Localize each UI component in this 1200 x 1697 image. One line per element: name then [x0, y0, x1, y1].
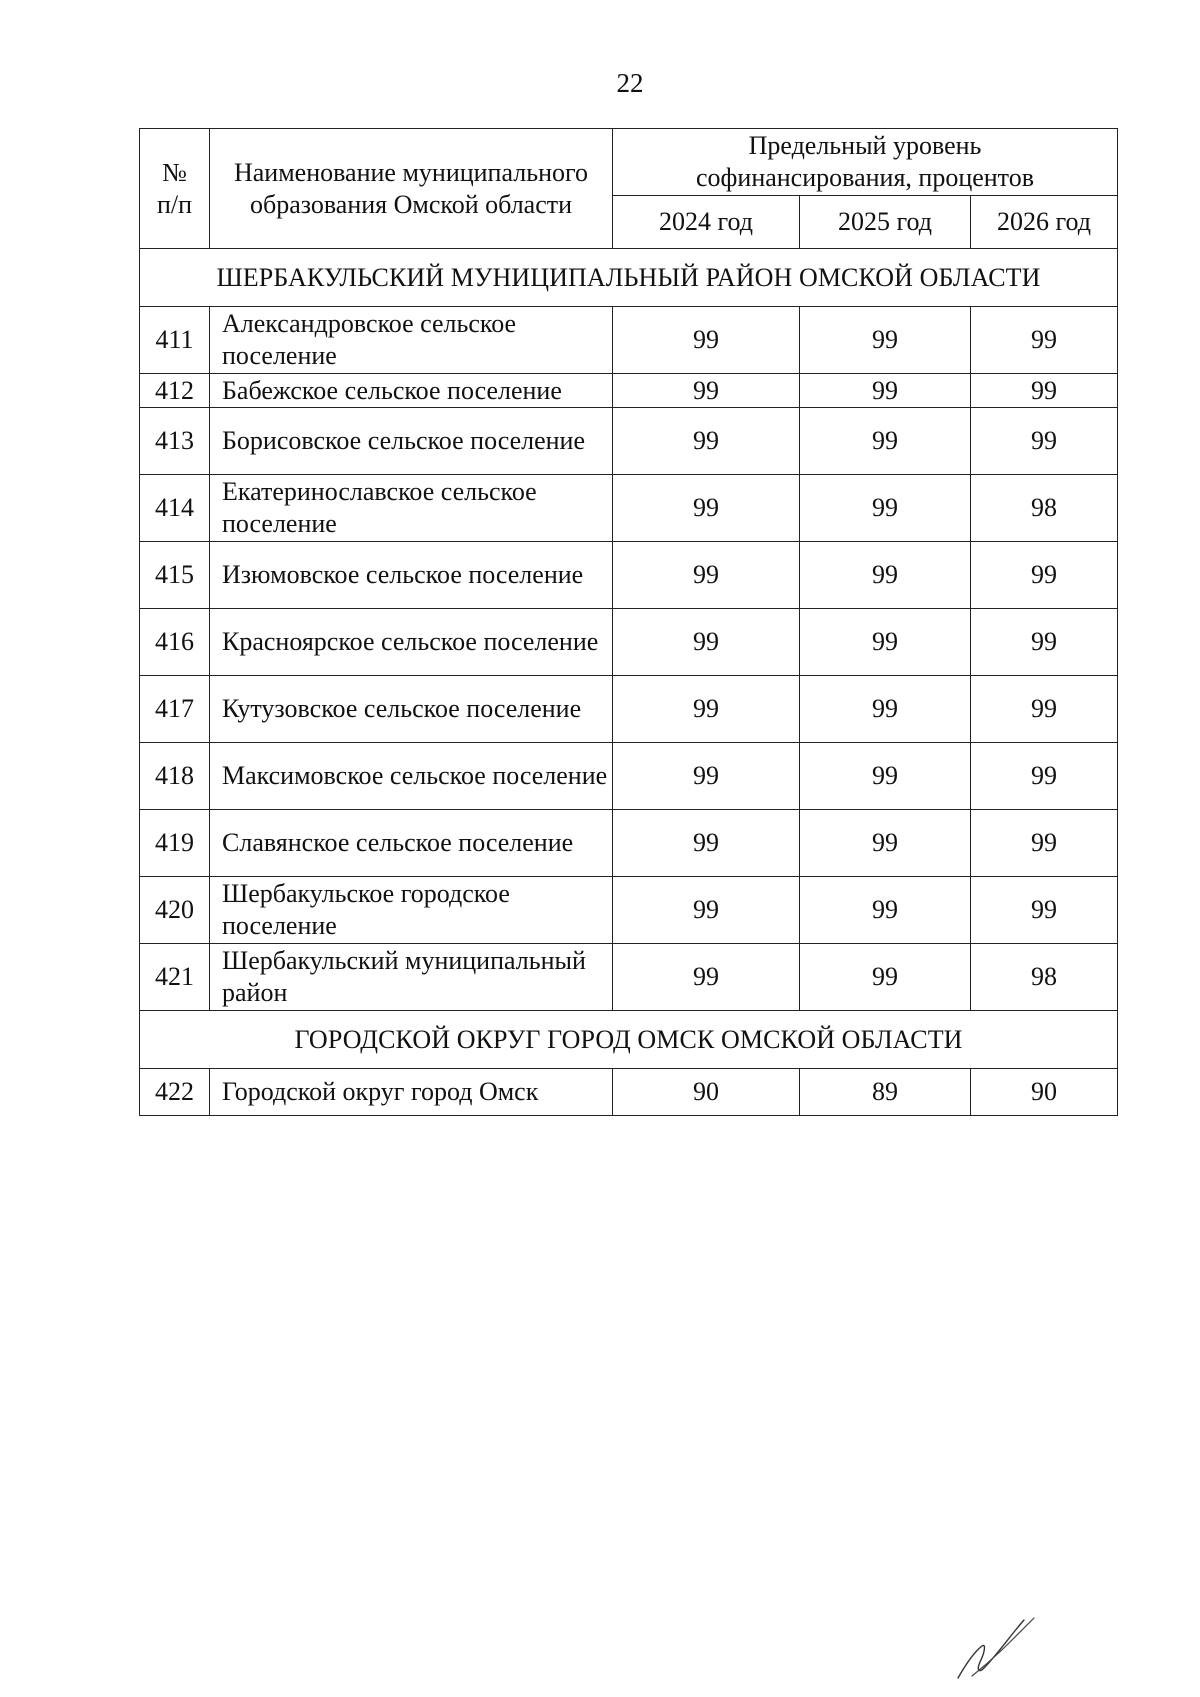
table-row — [140, 810, 1118, 877]
value-2026: 99 — [971, 408, 1118, 475]
value-2024: 99 — [613, 877, 800, 944]
row-number: 419 — [140, 810, 210, 877]
value-2026: 99 — [971, 743, 1118, 810]
section-title: ШЕРБАКУЛЬСКИЙ МУНИЦИПАЛЬНЫЙ РАЙОН ОМСКОЙ ОБЛАСТИ — [140, 249, 1118, 307]
value-2026: 99 — [971, 542, 1118, 609]
table-row — [140, 1069, 1118, 1116]
row-number: 415 — [140, 542, 210, 609]
cofinancing-table — [139, 128, 1118, 1116]
table-row — [140, 944, 1118, 1011]
value-2025: 89 — [800, 1069, 971, 1116]
value-2025: 99 — [800, 944, 971, 1011]
municipality-name: Городской округ город Омск — [210, 1069, 613, 1116]
value-2025: 99 — [800, 408, 971, 475]
header-name: Наименование муниципального образования Омской области — [210, 129, 613, 249]
table-row — [140, 542, 1118, 609]
value-2025: 99 — [800, 743, 971, 810]
section-header-row — [140, 249, 1118, 307]
row-number: 411 — [140, 307, 210, 374]
value-2025: 99 — [800, 609, 971, 676]
value-2026: 99 — [971, 676, 1118, 743]
value-2025: 99 — [800, 877, 971, 944]
municipality-name: Красноярское сельское поселение — [210, 609, 613, 676]
header-row — [140, 129, 1118, 196]
table-row — [140, 609, 1118, 676]
municipality-name: Шербакульское городское поселение — [210, 877, 613, 944]
municipality-name: Максимовское сельское поселение — [210, 743, 613, 810]
value-2026: 99 — [971, 810, 1118, 877]
row-number: 421 — [140, 944, 210, 1011]
value-2024: 99 — [613, 408, 800, 475]
value-2026: 99 — [971, 609, 1118, 676]
value-2025: 99 — [800, 307, 971, 374]
row-number: 412 — [140, 374, 210, 408]
municipality-name: Борисовское сельское поселение — [210, 408, 613, 475]
table-row — [140, 877, 1118, 944]
row-number: 422 — [140, 1069, 210, 1116]
value-2026: 98 — [971, 944, 1118, 1011]
table-row — [140, 408, 1118, 475]
table-row — [140, 307, 1118, 374]
table-row — [140, 743, 1118, 810]
municipality-name: Шербакульский муниципальный район — [210, 944, 613, 1011]
header-year-2024: 2024 год — [613, 196, 800, 249]
value-2024: 99 — [613, 743, 800, 810]
municipality-name: Кутузовское сельское поселение — [210, 676, 613, 743]
handwritten-signature — [952, 1612, 1042, 1684]
row-number: 416 — [140, 609, 210, 676]
value-2024: 90 — [613, 1069, 800, 1116]
municipality-name: Славянское сельское поселение — [210, 810, 613, 877]
value-2026: 90 — [971, 1069, 1118, 1116]
value-2025: 99 — [800, 810, 971, 877]
municipality-name: Екатеринославское сельское поселение — [210, 475, 613, 542]
value-2026: 98 — [971, 475, 1118, 542]
value-2024: 99 — [613, 676, 800, 743]
value-2024: 99 — [613, 609, 800, 676]
value-2025: 99 — [800, 676, 971, 743]
value-2024: 99 — [613, 542, 800, 609]
value-2025: 99 — [800, 542, 971, 609]
header-num: № п/п — [140, 129, 210, 249]
table-row — [140, 676, 1118, 743]
header-year-2025: 2025 год — [800, 196, 971, 249]
municipality-name: Бабежское сельское поселение — [210, 374, 613, 408]
municipality-name: Александровское сельское поселение — [210, 307, 613, 374]
value-2024: 99 — [613, 944, 800, 1011]
header-cofinancing-group: Предельный уровень софинансирования, процентов — [613, 129, 1118, 196]
value-2025: 99 — [800, 374, 971, 408]
page-number: 22 — [616, 68, 644, 98]
row-number: 418 — [140, 743, 210, 810]
section-title: ГОРОДСКОЙ ОКРУГ ГОРОД ОМСК ОМСКОЙ ОБЛАСТИ — [140, 1011, 1118, 1069]
header-year-2026: 2026 год — [971, 196, 1118, 249]
table-row — [140, 475, 1118, 542]
value-2024: 99 — [613, 475, 800, 542]
municipality-name: Изюмовское сельское поселение — [210, 542, 613, 609]
value-2026: 99 — [971, 877, 1118, 944]
section-header-row — [140, 1011, 1118, 1069]
row-number: 413 — [140, 408, 210, 475]
row-number: 414 — [140, 475, 210, 542]
row-number: 420 — [140, 877, 210, 944]
table-row — [140, 374, 1118, 408]
value-2026: 99 — [971, 374, 1118, 408]
value-2024: 99 — [613, 307, 800, 374]
value-2024: 99 — [613, 374, 800, 408]
value-2024: 99 — [613, 810, 800, 877]
value-2025: 99 — [800, 475, 971, 542]
row-number: 417 — [140, 676, 210, 743]
value-2026: 99 — [971, 307, 1118, 374]
